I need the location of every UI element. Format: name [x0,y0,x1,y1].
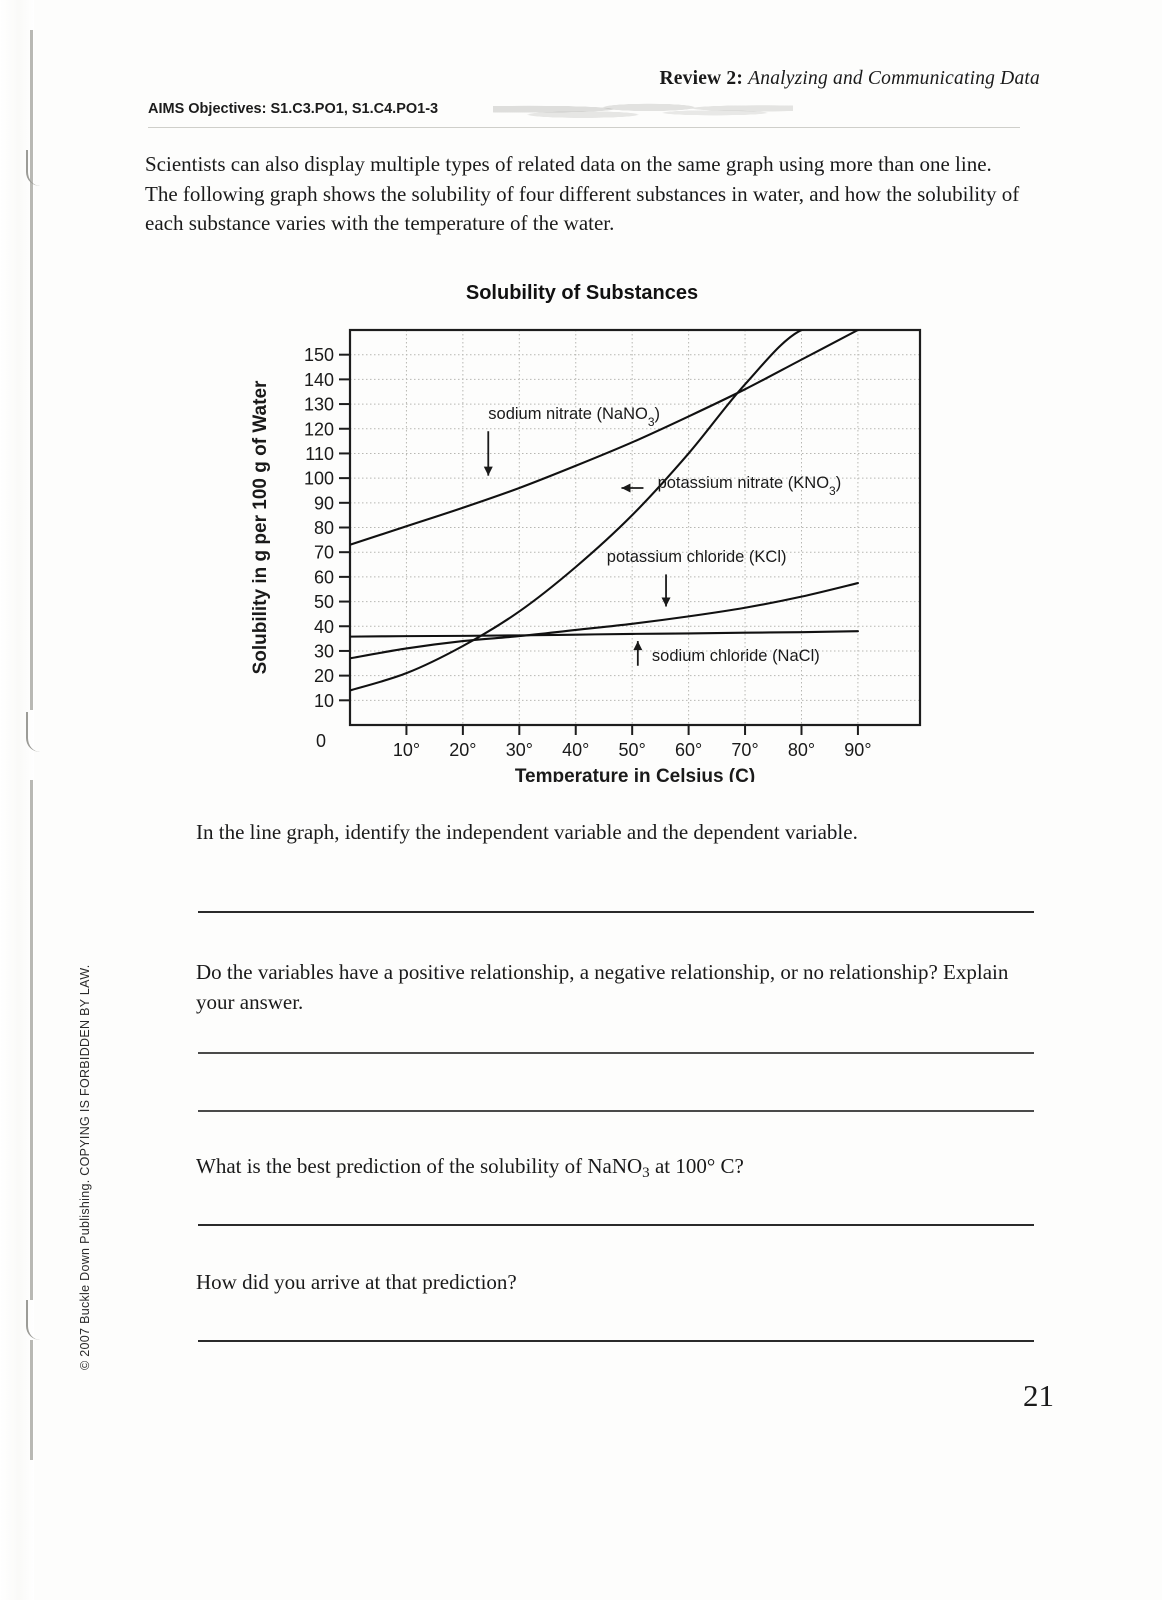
question-3-text: What is the best prediction of the solubility of NaNO$_3$ at 100° C? [196,1154,744,1182]
answer-line-2b[interactable] [198,1110,1034,1112]
x-tick-label: 60° [674,740,703,760]
annotation-arrowhead [621,484,630,493]
x-tick-label: 70° [731,740,759,760]
solubility-chart [232,282,932,782]
y-tick-label: 40 [313,616,334,637]
x-axis-title: Temperature in Celsius (C) [514,766,756,782]
y-tick-label: 90 [313,493,334,514]
question-2: Do the variables have a positive relationship, a negative relationship, or no relationship? Explain your answer. [196,960,1009,1014]
y-tick-label: 150 [303,345,334,366]
question-4: How did you arrive at that prediction? [196,1270,517,1294]
binding-mark-top [30,30,33,710]
y-origin-label: 0 [315,731,326,751]
answer-line-3[interactable] [198,1224,1034,1226]
annotation-arrowhead [633,641,642,650]
y-tick-label: 10 [313,690,334,711]
series-annotation-label: potassium nitrate $(KNO_3)$ [657,474,842,498]
review-title: Analyzing and Communicating Data [748,68,1040,89]
spine-curl-lower [26,712,50,752]
x-tick-label: 50° [618,740,646,760]
header-divider [148,127,1020,128]
x-tick-label: 10° [392,740,421,760]
chart-title: Solubility of Substances [465,282,699,304]
subscript-3: 3 [642,1165,650,1182]
scan-smudge [493,102,793,120]
review-label: Review 2: [659,68,744,89]
answer-line-1[interactable] [198,911,1034,913]
x-tick-label: 30° [505,740,533,760]
y-tick-label: 60 [313,567,334,588]
series-line [350,631,858,636]
y-tick-label: 140 [303,369,334,390]
copyright-notice [78,510,92,1370]
series-group [350,326,858,690]
y-tick-label: 50 [313,592,334,613]
series-annotation-label: sodium nitrate (NaNO$_3$) [488,404,661,429]
y-tick-label: 120 [303,419,334,440]
y-tick-label: 80 [313,518,334,538]
intro-paragraph: Scientists can also display multiple types of related data on the same graph using more than one line. The following graph shows the solubility of four different substances in water, and how the solubility of each substance varies with the temperature of the water. [145,152,1020,235]
page-number: 21 [1023,1378,1054,1413]
annotation-arrowhead [484,467,493,476]
series-annotation-label: potassium chloride (KCl) [606,548,787,567]
spine-curl-upper [26,150,50,186]
spine-curl-bottom [26,1300,50,1340]
y-tick-label: 110 [305,443,334,464]
answer-line-2a[interactable] [198,1052,1034,1054]
aims-objectives-text: AIMS Objectives: S1.C3.PO1, S1.C4.PO1-3 [148,101,439,117]
series-annotation-label: sodium chloride (NaCl) [651,646,820,665]
y-axis-title: Solubility in g per 100 g of Water [250,380,271,675]
scan-edge-artifact [0,0,34,1600]
chart-canvas [232,282,932,782]
y-tick-label: 30 [313,641,334,662]
y-tick-label: 70 [313,542,334,563]
y-tick-label: 100 [303,468,334,489]
question-1: In the line graph, identify the independent variable and the dependent variable. [196,820,858,844]
y-tick-label: 20 [313,666,334,687]
y-tick-label: 130 [303,394,334,415]
page-header [660,68,1041,90]
question-3 [196,1152,1036,1189]
x-tick-label: 20° [449,740,477,760]
aims-objectives-bar [148,100,1018,126]
x-tick-label: 40° [562,740,590,760]
series-line [350,330,858,545]
answer-line-4[interactable] [198,1340,1034,1342]
x-tick-label: 80° [787,740,816,760]
binding-mark-mid [30,780,33,1300]
binding-mark-bottom [30,1340,33,1460]
copyright-text: © 2007 Buckle Down Publishing. COPYING IS FORBIDDEN BY LAW. [78,964,92,1370]
x-tick-label: 90° [844,740,872,760]
